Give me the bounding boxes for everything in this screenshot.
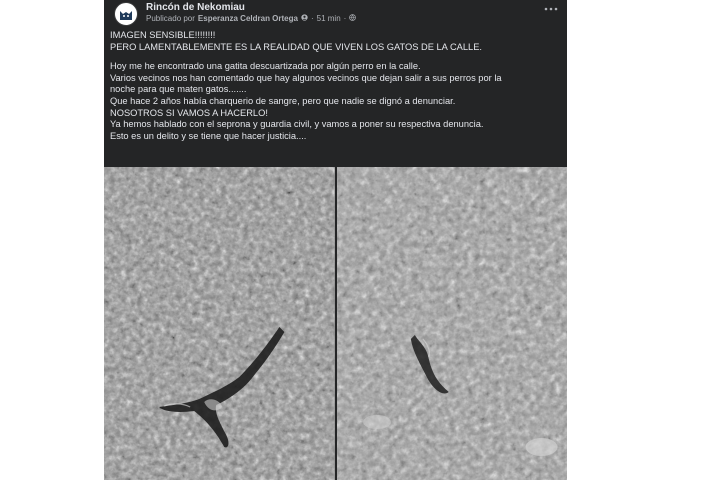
post-photo-1[interactable]: [104, 167, 335, 480]
page-name-link[interactable]: Rincón de Nekomiau: [146, 2, 245, 13]
text-line: PERO LAMENTABLEMENTE ES LA REALIDAD QUE VIVEN LOS GATOS DE LA CALLE.: [110, 41, 482, 52]
meta-separator: ·: [310, 14, 314, 23]
post-meta: [146, 14, 356, 23]
facebook-post: [104, 0, 567, 480]
ground-photo-image: [104, 167, 335, 480]
published-by-label: Publicado por: [146, 14, 195, 23]
author-link[interactable]: Esperanza Celdran Ortega: [197, 14, 298, 23]
ground-photo-image: [337, 167, 568, 480]
text-line: Varios vecinos nos han comentado que hay algunos vecinos que dejan salir a sus perros por la: [110, 72, 502, 83]
text-line: IMAGEN SENSIBLE!!!!!!!!: [110, 30, 216, 40]
post-time-link[interactable]: 51 min: [316, 14, 341, 23]
text-line: NOSOTROS SI VAMOS A HACERLO!: [110, 107, 268, 118]
author-icon: [301, 14, 308, 23]
meta-separator-2: ·: [343, 14, 347, 23]
page-avatar[interactable]: [114, 2, 138, 26]
text-line: noche para que maten gatos.......: [110, 84, 247, 95]
text-line: Ya hemos hablado con el seprona y guardia civil, y vamos a poner su respectiva denuncia.: [110, 119, 484, 130]
more-options-icon[interactable]: [543, 2, 559, 16]
text-line: Esto es un delito y se tiene que hacer justicia....: [110, 130, 307, 141]
post-text: [110, 30, 560, 142]
text-line: Hoy me he encontrado una gatita descuartizada por algún perro en la calle.: [110, 61, 421, 72]
cat-logo-icon: [117, 5, 135, 23]
text-line: Que hace 2 años había charquerio de sangre, pero que nadie se dignó a denunciar.: [110, 95, 456, 106]
post-photo-2[interactable]: [337, 167, 568, 480]
globe-icon[interactable]: [349, 14, 356, 23]
post-photos: [104, 167, 567, 480]
post-header: [104, 0, 567, 28]
